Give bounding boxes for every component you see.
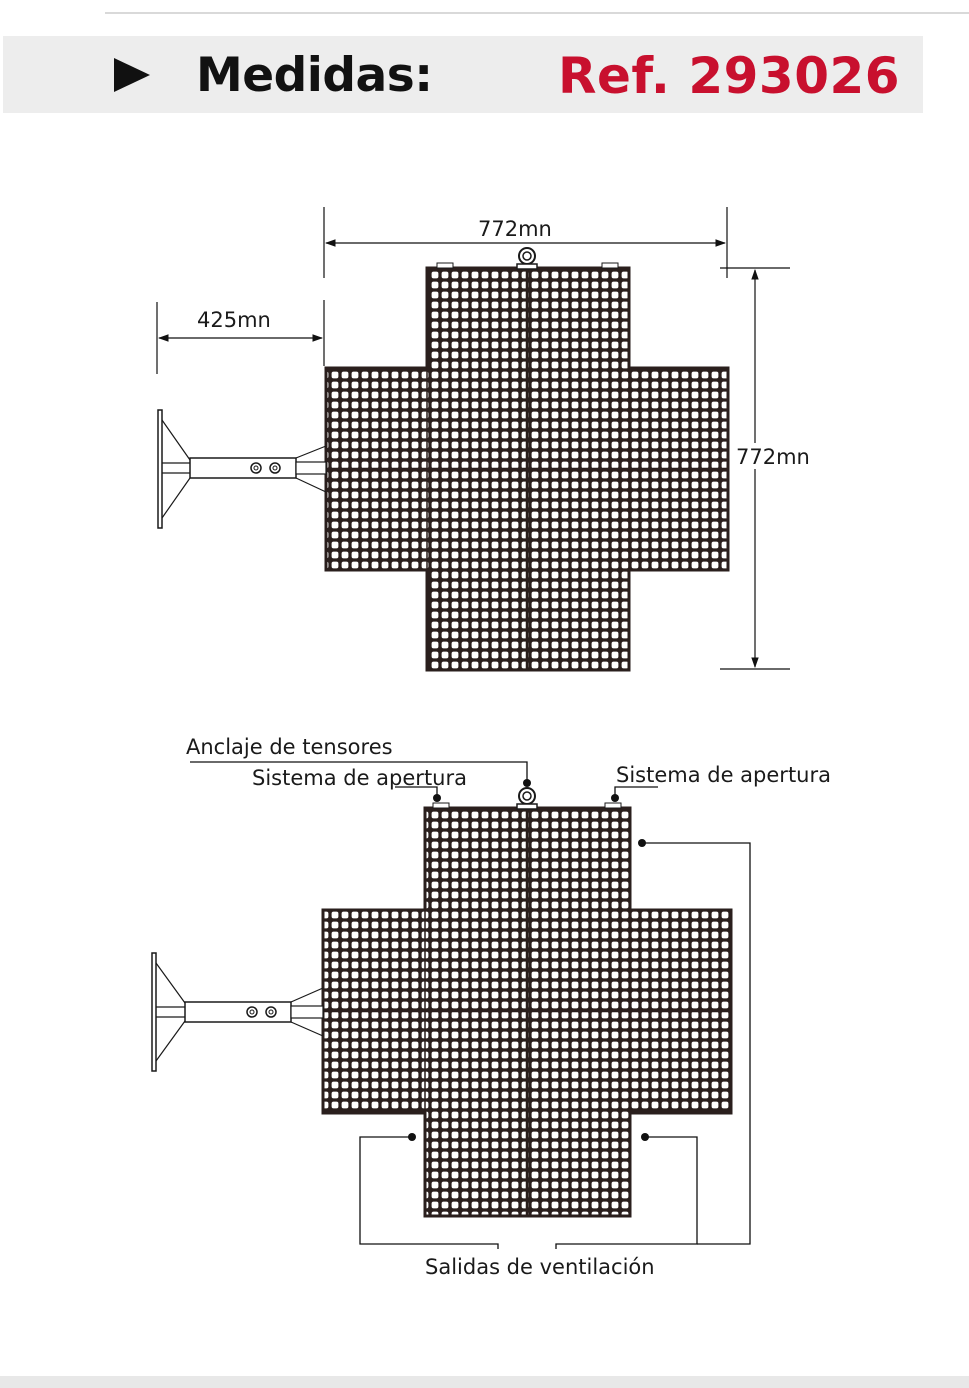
opening-hinge (605, 803, 621, 808)
ventilation-outlets-label: Salidas de ventilación (425, 1255, 655, 1279)
reference-code: Ref. 293026 (558, 47, 901, 105)
width-dimension-label: 772mn (478, 217, 552, 241)
opening-hinge (602, 263, 618, 268)
cross-top-view (326, 248, 728, 670)
tensor-anchor-ring (517, 788, 537, 809)
wall-bracket-bottom (152, 953, 323, 1071)
height-dimension-label: 772mn (736, 445, 810, 469)
page-title: Medidas: (196, 48, 433, 103)
opening-hinge (433, 803, 449, 808)
cross-bottom-view (323, 788, 731, 1216)
wall-bracket-top (158, 410, 326, 528)
opening-system-right-label: Sistema de apertura (616, 763, 831, 787)
opening-hinge (437, 263, 453, 268)
arm-dimension-label: 425mn (197, 308, 271, 332)
tensor-anchor-ring (517, 248, 537, 269)
bottom-divider (0, 1376, 969, 1388)
opening-system-left-label: Sistema de apertura (252, 766, 467, 790)
anchor-callout-label: Anclaje de tensores (186, 735, 393, 759)
